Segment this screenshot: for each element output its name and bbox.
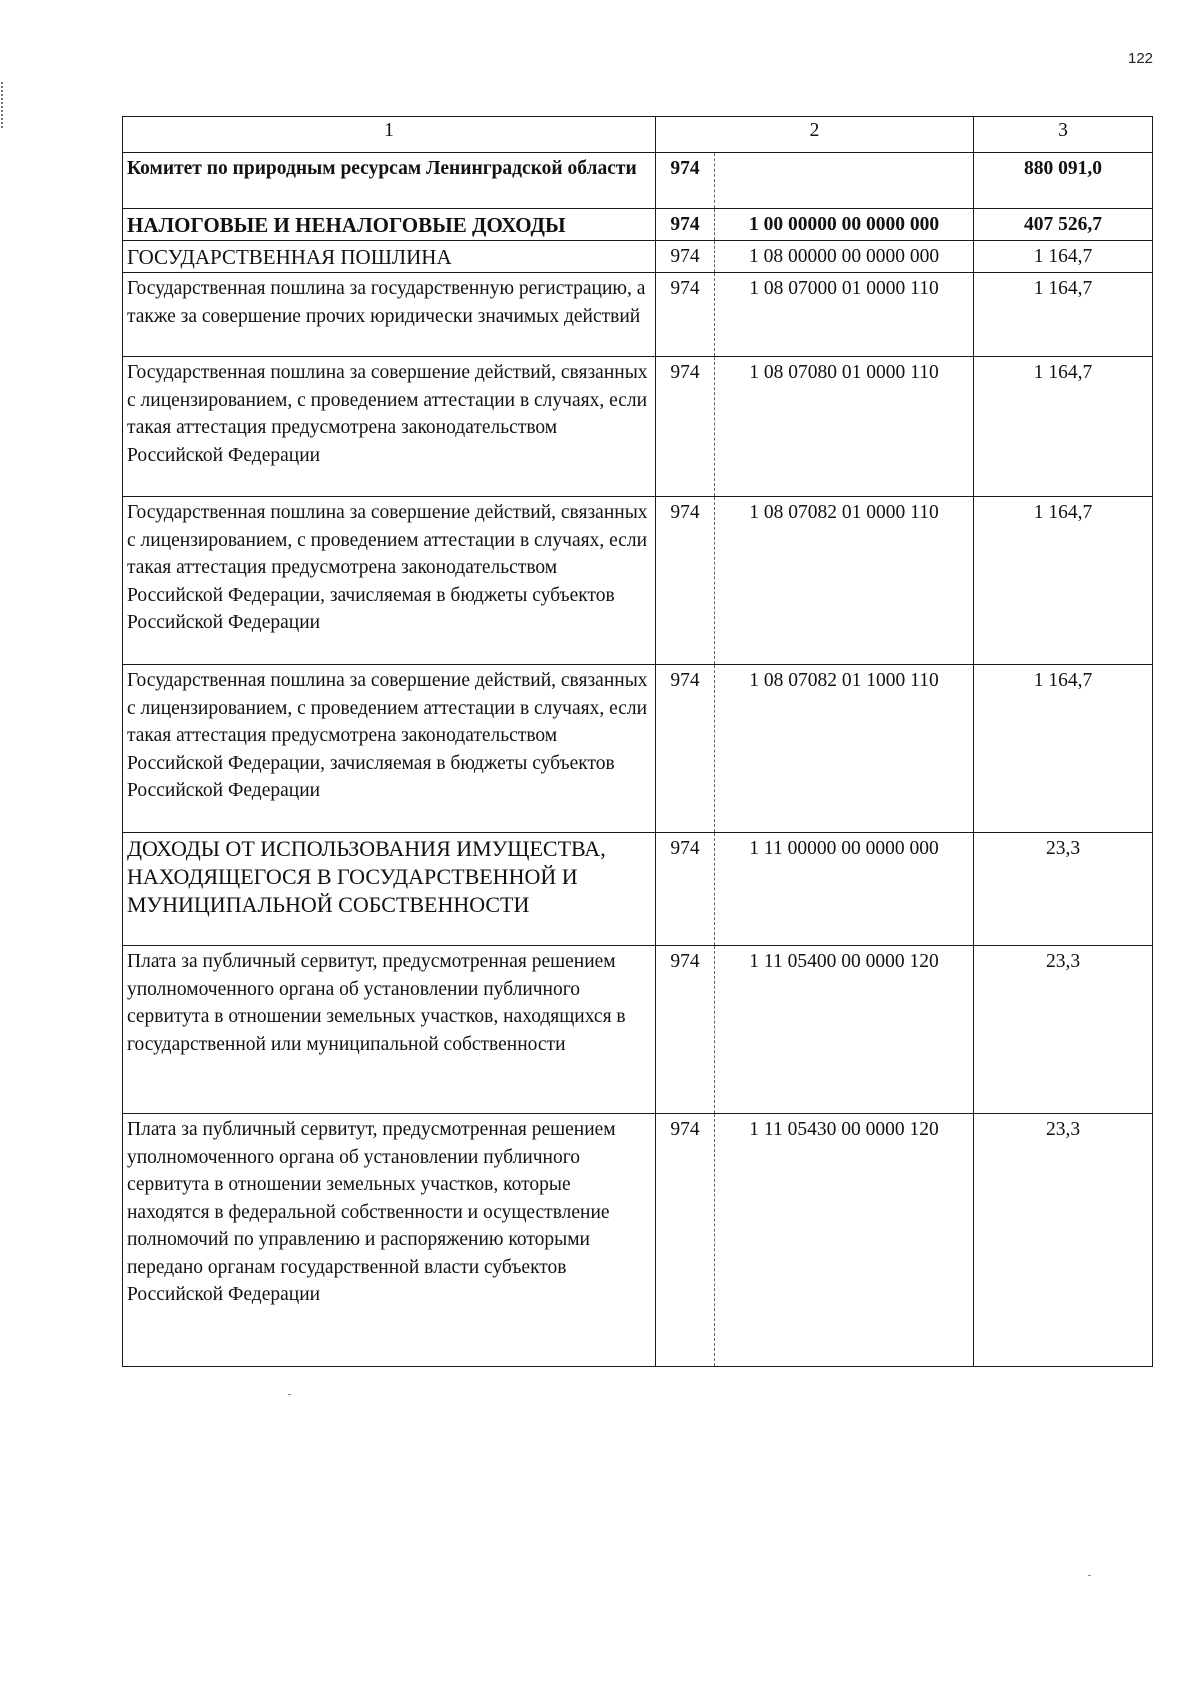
row-admin-code: 974 [656, 497, 715, 665]
table-row [123, 946, 1153, 1114]
row-admin-code: 974 [656, 946, 715, 1114]
table-row [123, 357, 1153, 497]
scan-speck [288, 1394, 291, 1395]
scan-speck [1088, 1575, 1091, 1576]
table-row [123, 273, 1153, 357]
row-name: Плата за публичный сервитут, предусмотренная решением уполномоченного органа об установлении публичного сервитута в отношении земельных участков, находящихся в государственной или муниципальной собственности [123, 946, 656, 1114]
row-kbk-code: 1 11 05430 00 0000 120 [715, 1114, 974, 1367]
row-amount: 880 091,0 [974, 153, 1153, 209]
row-name: ДОХОДЫ ОТ ИСПОЛЬЗОВАНИЯ ИМУЩЕСТВА, НАХОДЯЩЕГОСЯ В ГОСУДАРСТВЕННОЙ И МУНИЦИПАЛЬНОЙ СОБСТВЕННОСТИ [123, 833, 656, 946]
row-kbk-code: 1 08 07082 01 1000 110 [715, 665, 974, 833]
table-row [123, 209, 1153, 241]
row-amount: 1 164,7 [974, 357, 1153, 497]
row-amount: 1 164,7 [974, 665, 1153, 833]
row-kbk-code: 1 00 00000 00 0000 000 [715, 209, 974, 241]
row-name: Государственная пошлина за совершение действий, связанных с лицензированием, с проведением аттестации в случаях, если такая аттестация предусмотрена законодательством Российской Федерации, зачисляемая в бюджеты субъектов Российской Федерации [123, 497, 656, 665]
row-admin-code: 974 [656, 153, 715, 209]
row-name: Комитет по природным ресурсам Ленинградской области [123, 153, 656, 209]
row-admin-code: 974 [656, 357, 715, 497]
table-row [123, 153, 1153, 209]
row-kbk-code: 1 08 07080 01 0000 110 [715, 357, 974, 497]
header-col-2: 2 [656, 117, 974, 153]
table-row [123, 241, 1153, 273]
header-col-3: 3 [974, 117, 1153, 153]
row-amount: 1 164,7 [974, 497, 1153, 665]
row-amount: 23,3 [974, 946, 1153, 1114]
row-kbk-code: 1 08 07082 01 0000 110 [715, 497, 974, 665]
row-name: Плата за публичный сервитут, предусмотренная решением уполномоченного органа об установлении публичного сервитута в отношении земельных участков, которые находятся в федеральной собственности и осуществление полномочий по управлению и распоряжению которыми передано органам государственной власти субъектов Российской Федерации [123, 1114, 656, 1367]
row-amount: 23,3 [974, 1114, 1153, 1367]
table-row [123, 1114, 1153, 1367]
table-row [123, 833, 1153, 946]
row-amount: 407 526,7 [974, 209, 1153, 241]
table-row [123, 497, 1153, 665]
row-kbk-code: 1 08 07000 01 0000 110 [715, 273, 974, 357]
row-admin-code: 974 [656, 273, 715, 357]
row-name: Государственная пошлина за совершение действий, связанных с лицензированием, с проведением аттестации в случаях, если такая аттестация предусмотрена законодательством Российской Федерации [123, 357, 656, 497]
row-admin-code: 974 [656, 241, 715, 273]
scan-margin-mark [1, 82, 5, 128]
row-amount: 1 164,7 [974, 241, 1153, 273]
row-kbk-code: 1 11 00000 00 0000 000 [715, 833, 974, 946]
row-admin-code: 974 [656, 833, 715, 946]
row-amount: 23,3 [974, 833, 1153, 946]
row-kbk-code: 1 08 00000 00 0000 000 [715, 241, 974, 273]
header-col-1: 1 [123, 117, 656, 153]
row-amount: 1 164,7 [974, 273, 1153, 357]
row-admin-code: 974 [656, 1114, 715, 1367]
row-name: ГОСУДАРСТВЕННАЯ ПОШЛИНА [123, 241, 656, 273]
row-name: НАЛОГОВЫЕ И НЕНАЛОГОВЫЕ ДОХОДЫ [123, 209, 656, 241]
row-name: Государственная пошлина за государственную регистрацию, а также за совершение прочих юридически значимых действий [123, 273, 656, 357]
row-admin-code: 974 [656, 209, 715, 241]
table-row [123, 665, 1153, 833]
table-header-row [123, 117, 1153, 153]
row-kbk-code: 1 11 05400 00 0000 120 [715, 946, 974, 1114]
page-number: 122 [1128, 50, 1154, 67]
row-kbk-code [715, 153, 974, 209]
revenue-table [122, 116, 1153, 1367]
row-admin-code: 974 [656, 665, 715, 833]
row-name: Государственная пошлина за совершение действий, связанных с лицензированием, с проведением аттестации в случаях, если такая аттестация предусмотрена законодательством Российской Федерации, зачисляемая в бюджеты субъектов Российской Федерации [123, 665, 656, 833]
